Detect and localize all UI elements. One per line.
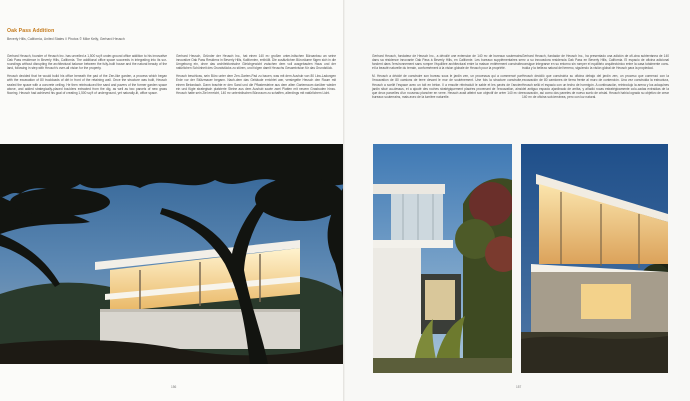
- paragraph: Heusch decided that he would build his office beneath the pad of the Zen-like garden, a process which began with the excavation of 80 truckloads of dirt in front of the retaining wall. Once the structure was built, Heusch sealed the space with a concrete ceiling. He then reintroduced the sand and pavers of the former garden space above, and added strategically-placed boulders extracted from the dig, as well as two parcels of new grass flooring. Heusch had achieved his goal of creating 1,500 sq ft of underground, yet naturally-lit, office space.: [7, 74, 167, 95]
- text-column-french: [372, 54, 522, 103]
- paragraph: M. Heusch a décidé de construire son bureau sous le jardin zen, un processus qui a commencé par l'excavation de 80 camions de terre devant le mur de soutènement. Une fois la structure construite, Heusch a scellé l'espace avec un toit en béton. Il a ensuite réintroduit le sable et les pavés de l'ancien jardin situé au-dessus, et a ajouté des roches stratégiquement placées provenant de l'excavation, ainsi que deux parcelles d'un nouveau plancher en verre. Heusch avait atteint son objectif de créer 140 m² de bureaux souterrains, mais avec de la lumière naturelle.: [372, 74, 522, 99]
- text-column-english: [7, 54, 167, 99]
- paragraph: Gerhard Heusch, fondateur de Heusch Inc., a dévoilé une extension de 140 m² de bureaux souterrains dans sa résidence innovante Oak Pass à Beverly Hills, en Californie. Les bureaux supplémentaires se fondent dans l'environnement sans rompre l'équilibre architectural entre la maison entièrement construite et la beauté naturelle du terrain, conformément à la vision globale de Heusch pour la propriété.: [372, 54, 522, 71]
- right-page: [345, 0, 690, 401]
- house-garden-photo: [373, 144, 512, 373]
- article-title: Oak Pass Addition: [7, 28, 55, 34]
- page-number: 156: [171, 385, 177, 389]
- paragraph: Gerhard Heusch, Gründer der Heusch Inc., hat einen 140 m² großen unter-irdischen Büroanbau an seine innovative Oak Pass Residenz in Beverly Hills, Kalifornien, enthüllt. Die zusätzlichen Büroräume fügen sich in die Umgebung ein, ohne das architektonische Gleichgewicht zwischen dem voll ausgebauten Haus und der natürlichen Schönheit des Grundstücks zu stören, und folgen damit Heuschs Gesamtvision für das Grundstück.: [176, 54, 336, 71]
- page-number: 157: [516, 385, 522, 389]
- text-column-spanish: [522, 54, 669, 103]
- location-photo-credit: Beverly Hills, California, United States // Photos © Mike Kelly, Gerhard Heusch: [7, 37, 125, 41]
- house-night-photo: [521, 144, 668, 373]
- paragraph: Gerhard Heusch, founder of Heusch Inc. has unveiled a 1,500 sq ft under-ground office addition to his innovative Oak Pass residence in Beverly Hills, California. The additional office space succeeds in integrating into its sur-roundings without disrupting the architectural balance between the fully-built house and the natural beauty of the land, following in step with Heusch's over-all vision for the property.: [7, 54, 167, 71]
- paragraph: Heusch beschloss, sein Büro unter dem Zen-Garten-Pad zu bauen, was mit dem Aushub von 80 Lkw-Ladungen Erde vor der Stützmauer begann. Nach-dem das Gebäude errichtet war, versiegelte Heusch den Raum mit einem Betondach. Dann brachte er den Sand und die Pflastersteine aus dem alten Gartenraum darüber wieder ein und fügte strategisch platzierte Steine aus dem Aushub sowie zwei Platten mit neuem Grasboden hinzu. Heusch hatte sein Ziel erreicht, 140 m² unterirdischen Büroraum zu schaffen, allerdings mit natürlichem Licht.: [176, 74, 336, 95]
- house-dusk-photo: [0, 144, 345, 364]
- paragraph: Gerhard Heusch, fundador de Heusch Inc., ha presentado una adición de ofi-cina subterránea de 140 m² a su innovadora residencia Oak Pass en Beverly Hills, California. El espacio de oficina adicional consigue integrarse en su entorno sin romper el equilibrio arquitectónico entre la casa totalmente cons-truida y la belleza natural del terreno, siguiendo la visión global de Heusch para la propiedad.: [522, 54, 669, 71]
- text-column-german: [176, 54, 336, 99]
- paragraph: Heusch decidió que construiría su oficina debajo del jardín zen, un proceso que comenzó con la excavación de 80 camiones de tierra frente al muro de contención. Una vez construida la estructura, Heusch selló el espacio con un techo de hormigón. A continuación, reintrodujo la arena y los adoquines del antiguo espacio ajardinado de arriba, y añadió rocas estratégicamente colo-cadas extraídas de la excavación, así como dos paneles de nuevo suelo de cristal. Heusch había logrado su objetivo de crear 140 m² de oficina sub-terránea, pero con luz natural.: [522, 74, 669, 99]
